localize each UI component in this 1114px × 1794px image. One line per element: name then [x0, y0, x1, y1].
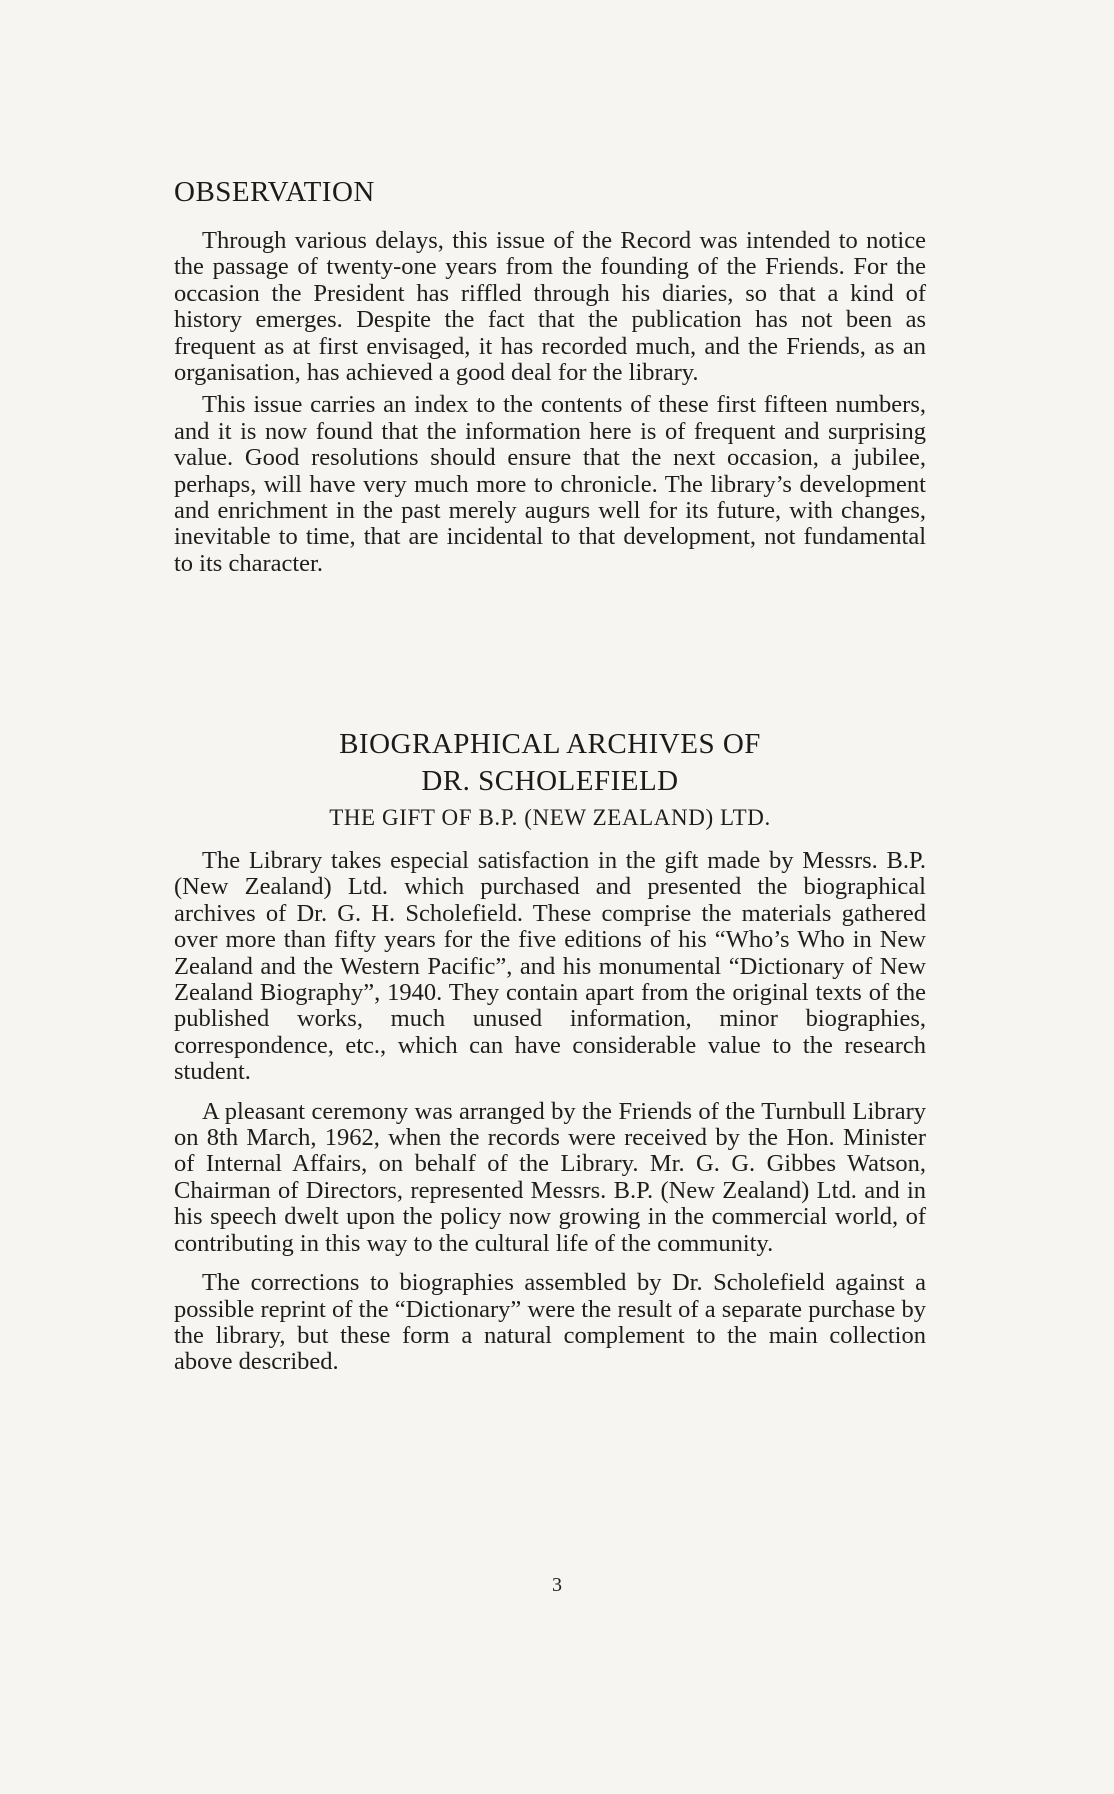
article-subtitle: THE GIFT OF B.P. (NEW ZEALAND) LTD. — [329, 805, 771, 830]
page-number: 3 — [552, 1574, 562, 1596]
observation-body — [174, 228, 926, 577]
article-paragraph-3: The corrections to biographies assembled by Dr. Scholefield against a possible reprint of the “Dictionary” were the result of a separate purchase by the library, but these form a natural complement to the main collection above described. — [174, 1269, 926, 1376]
article-paragraph-2: A pleasant ceremony was arranged by the Friends of the Turnbull Library on 8th March, 1962, when the records were received by the Hon. Minister of Internal Affairs, on behalf of the Library. Mr. G. G. Gibbes Watson, Chairman of Directors, represented Messrs. B.P. (New Zealand) Ltd. and in his speech dwelt upon the policy now growing in the commercial world, of contributing in this way to the cultural life of the community. — [174, 1097, 926, 1257]
article-title-line-1: BIOGRAPHICAL ARCHIVES OF — [339, 728, 761, 760]
observation-paragraph-1: Through various delays, this issue of the Record was intended to notice the passage of twenty-one years from the founding of the Friends. For the occasion the President has riffled through his diaries, so that a kind of history emerges. Despite the fact that the publication has not been as frequent as at first envisaged, it has recorded much, and the Friends, as an organisation, has achieved a good deal for the library. — [174, 227, 926, 387]
observation-paragraph-2: This issue carries an index to the contents of these first fifteen numbers, and it is now found that the information here is of frequent and surprising value. Good resolutions should ensure that the next occasion, a jubilee, perhaps, will have very much more to chronicle. The library’s development and enrichment in the past merely augurs well for its future, with changes, inevitable to time, that are incidental to that development, not fundamental to its character. — [174, 391, 926, 577]
observation-heading: OBSERVATION — [174, 176, 375, 208]
article-title-line-2: DR. SCHOLEFIELD — [421, 765, 679, 797]
article-paragraph-1: The Library takes especial satisfaction in the gift made by Messrs. B.P. (New Zealand) Ltd. which purchased and presented the biographical archives of Dr. G. H. Scholefield. These comprise the materials gathered over more than fifty years for the five editions of his “Who’s Who in New Zealand and the Western Pacific”, and his monumental “Dictionary of New Zealand Biography”, 1940. They contain apart from the original texts of the published works, much unused information, minor biographies, correspondence, etc., which can have considerable value to the research student. — [174, 847, 926, 1086]
article-body — [174, 848, 926, 1376]
